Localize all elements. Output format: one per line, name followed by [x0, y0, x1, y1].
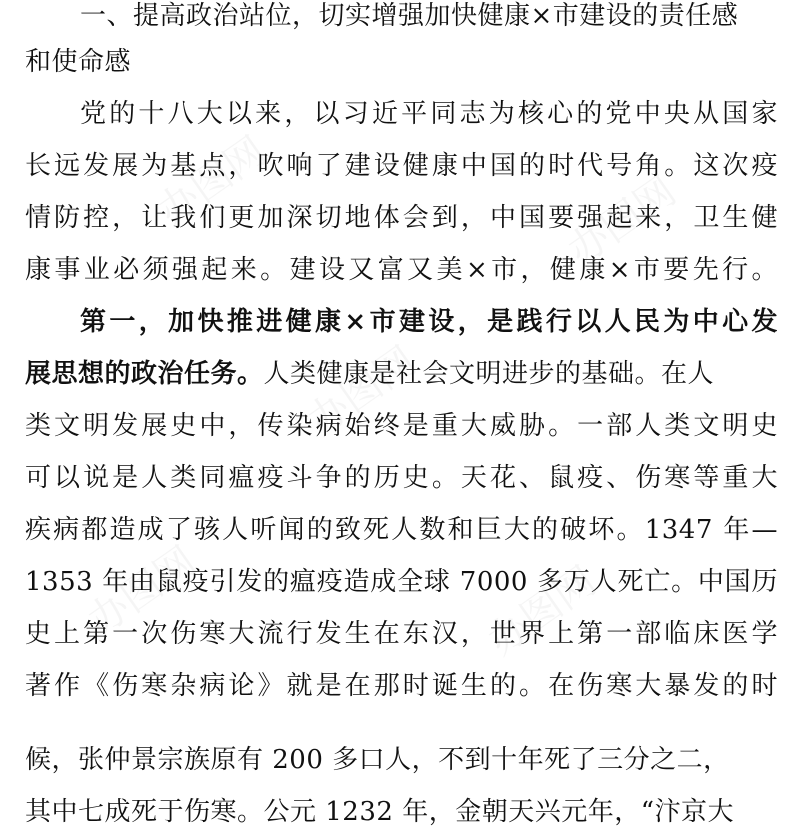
paragraph-line: 长远发展为基点，吹响了建设健康中国的时代号角。这次疫: [25, 151, 778, 181]
paragraph-line: 疾病都造成了骇人听闻的致死人数和巨大的破坏。1347 年—: [25, 515, 778, 545]
watermark: 办图网: [479, 558, 605, 665]
bold-lead-line: 第一，加快推进健康×市建设，是践行以人民为中心发: [80, 307, 778, 337]
paragraph-line: 1353 年由鼠疫引发的瘟疫造成全球 7000 多万人死亡。中国历: [25, 567, 778, 597]
watermark: 办图网: [299, 338, 425, 445]
mixed-line: [0, 346, 800, 402]
paragraph-text: 人类健康是社会文明进步的基础。在人: [263, 359, 715, 389]
paragraph-line: 可以说是人类同瘟疫斗争的历史。天花、鼠疫、伤寒等重大: [25, 463, 778, 493]
section-heading-line-2: 和使命感: [25, 47, 132, 77]
bold-lead-end: 展思想的政治任务。: [25, 359, 264, 389]
paragraph-line: 其中七成死于伤寒。公元 1232 年，金朝天兴元年，“汴京大: [25, 797, 734, 827]
paragraph-line: 著作《伤寒杂病论》就是在那时诞生的。在伤寒大暴发的时: [25, 671, 778, 701]
watermark: 办图网: [79, 538, 205, 645]
paragraph-line: 候，张仲景宗族原有 200 多口人，不到十年死了三分之二，: [25, 745, 730, 775]
section-heading-line-1: 一、提高政治站位，切实增强加快健康×市建设的责任感: [80, 1, 739, 31]
paragraph-line: 康事业必须强起来。建设又富又美×市，健康×市要先行。: [25, 255, 778, 285]
watermark: 办图网: [149, 128, 275, 235]
paragraph-line: 史上第一次伤寒大流行发生在东汉，世界上第一部临床医学: [25, 619, 778, 649]
paragraph-line: 党的十八大以来，以习近平同志为核心的党中央从国家: [80, 99, 778, 129]
paragraph-line: 情防控，让我们更加深切地体会到，中国要强起来，卫生健: [25, 203, 778, 233]
watermark: 办图网: [559, 168, 685, 275]
paragraph-line: 类文明发展史中，传染病始终是重大威胁。一部人类文明史: [25, 411, 778, 441]
